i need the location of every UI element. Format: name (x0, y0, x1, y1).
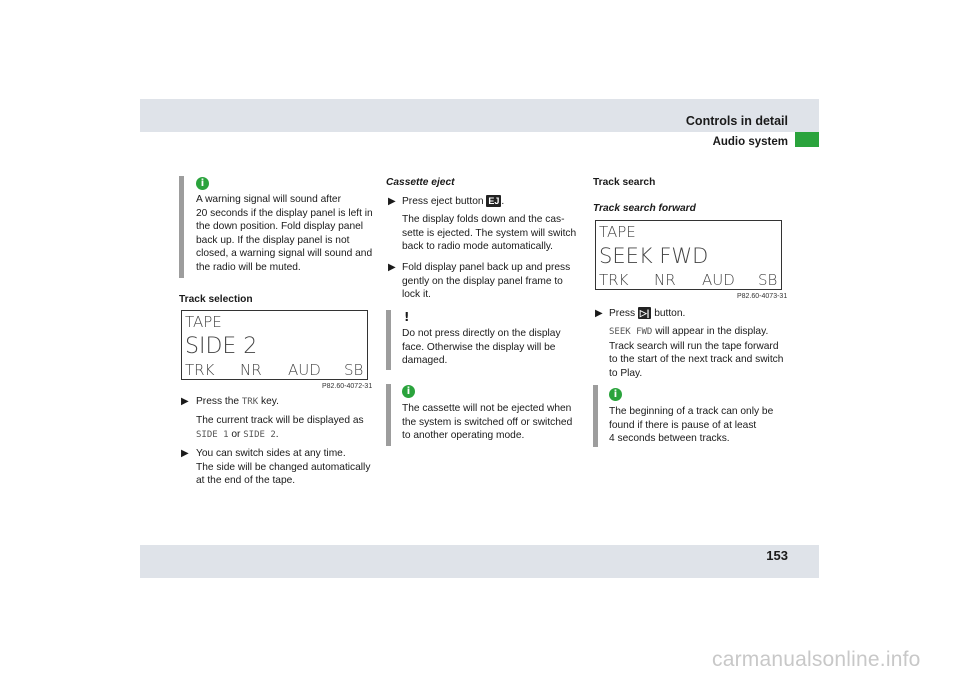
step-switch-sides: You can switch sides at any time. The side will be changed automatically at the end of the tape. (196, 448, 371, 487)
step-press-trk: Press the TRK key. (196, 396, 279, 407)
display-tag-trk: TRK (185, 361, 215, 379)
display-tag-sb: SB (758, 271, 778, 289)
info-note-bar (593, 385, 598, 447)
display-line-1: TAPE (185, 313, 222, 331)
info-note-bar (179, 176, 184, 278)
display-tag-nr: NR (240, 361, 262, 379)
step-press-eject: Press eject button EJ . (402, 196, 505, 207)
bullet-icon: ▶ (388, 196, 396, 207)
cassette-eject-heading: Cassette eject (386, 177, 455, 188)
track-selection-heading: Track selection (179, 294, 253, 305)
display-tag-aud: AUD (702, 271, 735, 289)
info-note-text: A warning signal will sound after 20 seconds if the display panel is left in the down position. Fold display panel back up. If the display panel is not closed, a warning signal will sound and the radio will be muted. (196, 194, 373, 273)
bullet-icon: ▶ (595, 308, 603, 319)
display-line-2: SEEK FWD (599, 244, 709, 268)
warning-note-text: Do not press directly on the display face. Otherwise the display will be damaged. (402, 328, 561, 367)
header-accent-square (795, 132, 819, 147)
chapter-title: Controls in detail (685, 114, 788, 128)
warning-icon: ! (404, 310, 410, 324)
bullet-icon: ▶ (388, 262, 396, 273)
seek-forward-display (595, 220, 782, 290)
info-icon: i (196, 177, 209, 190)
figure-id: P82.60-4073-31 (737, 293, 788, 300)
display-tag-aud: AUD (288, 361, 321, 379)
step-seek-detail: SEEK FWD will appear in the display. Track search will run the tape forward to the start of the next track and switch to Play. (609, 326, 784, 379)
bullet-icon: ▶ (181, 396, 189, 407)
section-title: Audio system (712, 136, 788, 148)
info-icon: i (609, 388, 622, 401)
step-eject-detail: The display folds down and the cas- sette is ejected. The system will switch back to radio mode automatically. (402, 214, 577, 253)
watermark: carmanualsonline.info (712, 648, 921, 671)
display-tag-trk: TRK (599, 271, 629, 289)
display-tag-sb: SB (344, 361, 364, 379)
eject-button-icon: EJ (488, 196, 500, 207)
info-note-text: The cassette will not be ejected when the system is switched off or switched to another operating mode. (402, 403, 573, 442)
display-line-1: TAPE (599, 223, 636, 241)
info-icon: i (402, 385, 415, 398)
track-search-forward-heading: Track search forward (593, 203, 696, 214)
tape-side-display (181, 310, 368, 380)
step-trk-detail: The current track will be displayed as SIDE 1 or SIDE 2. (196, 415, 364, 440)
bullet-icon: ▶ (181, 448, 189, 459)
track-search-heading: Track search (593, 177, 656, 188)
display-tag-nr: NR (654, 271, 676, 289)
step-press-seek: Press ▷| button. (609, 308, 686, 319)
warning-note-bar (386, 310, 391, 370)
step-fold-panel: Fold display panel back up and press gently on the display panel frame to lock it. (402, 262, 571, 301)
info-note-bar (386, 384, 391, 446)
figure-id: P82.60-4072-31 (322, 383, 373, 390)
page-number: 153 (766, 548, 788, 563)
seek-forward-button-icon: ▷| (639, 308, 650, 319)
info-note-text: The beginning of a track can only be found if there is pause of at least 4 seconds between tracks. (609, 406, 774, 445)
display-line-2: SIDE 2 (185, 334, 258, 359)
